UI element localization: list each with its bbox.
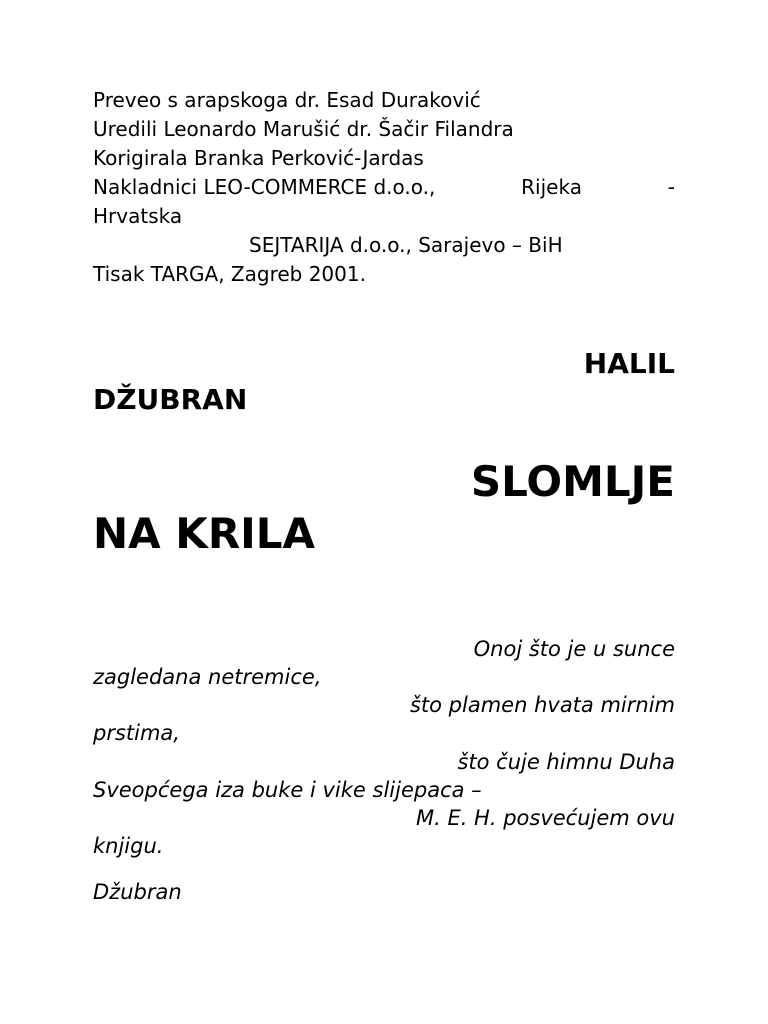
book-title-line1: SLOMLJE	[470, 457, 675, 506]
dedication-line8: knjigu.	[93, 834, 164, 858]
book-title-line2: NA KRILA	[93, 509, 316, 558]
publisher-leo-commerce: Nakladnici LEO-COMMERCE d.o.o.,	[93, 175, 436, 199]
publishers-country-line: Hrvatska	[93, 204, 183, 228]
translator-line: Preveo s arapskoga dr. Esad Duraković	[93, 88, 481, 112]
printer-line: Tisak TARGA, Zagreb 2001.	[93, 262, 366, 286]
author-last-name: DŽUBRAN	[93, 383, 248, 416]
dedication-line1: Onoj što je u sunce	[473, 637, 675, 661]
dedication-line7: M. E. H. posvećujem ovu	[415, 806, 675, 830]
publisher-sejtarija-line: SEJTARIJA d.o.o., Sarajevo – BiH	[249, 233, 563, 257]
dedication-line3: što plamen hvata mirnim	[409, 693, 675, 717]
publisher-dash: -	[667, 175, 675, 199]
dedication-line4: prstima,	[93, 721, 180, 745]
editors-line: Uredili Leonardo Marušić dr. Šačir Filandra	[93, 117, 514, 141]
publisher-city: Rijeka	[521, 175, 582, 199]
author-first-name: HALIL	[583, 347, 675, 380]
document-page	[93, 0, 675, 1024]
dedication-line6: Sveopćega iza buke i vike slijepaca –	[93, 778, 482, 802]
proofreader-line: Korigirala Branka Perković-Jardas	[93, 146, 424, 170]
dedication-line5: što čuje himnu Duha	[457, 750, 675, 774]
dedication-line2: zagledana netremice,	[93, 665, 322, 689]
publishers-line	[93, 173, 675, 202]
dedication-signature: Džubran	[93, 880, 182, 904]
